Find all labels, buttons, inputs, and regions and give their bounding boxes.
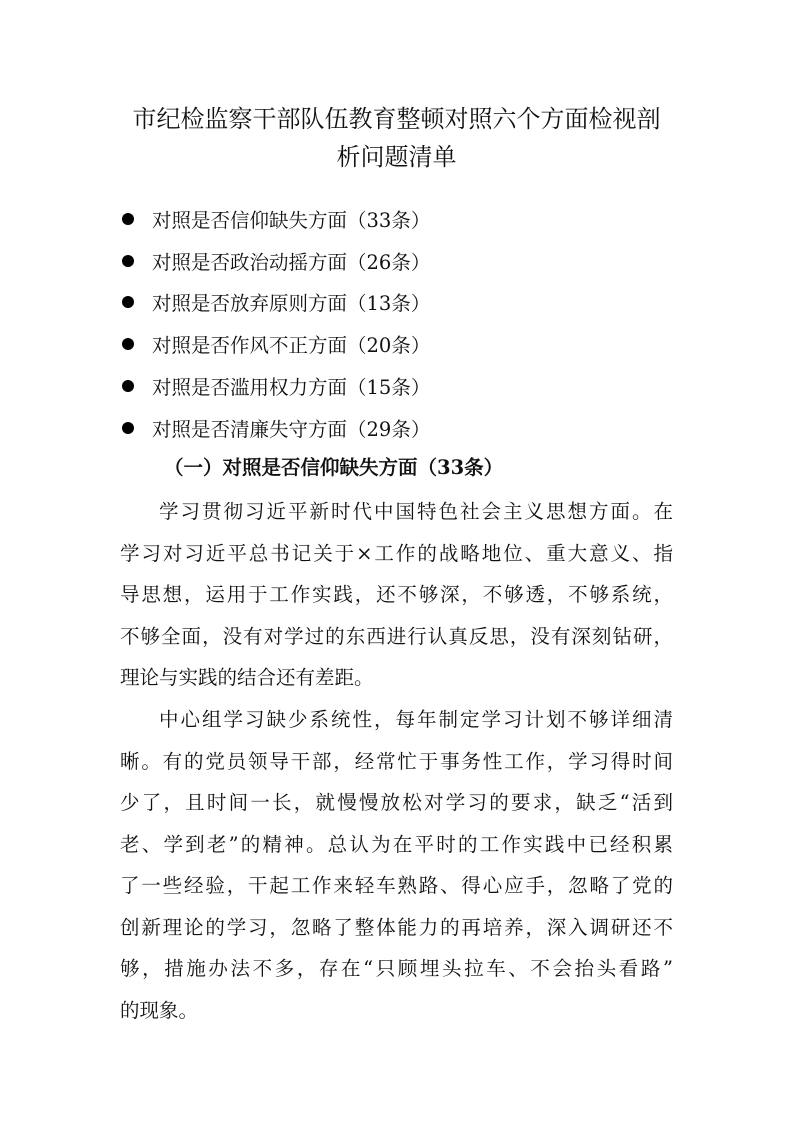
bullet-text: 对照是否滥用权力方面（15条） xyxy=(152,376,431,400)
paragraph-line: 创新理论的学习，忽略了整体能力的再培养，深入调研还不 xyxy=(120,915,673,939)
paragraph-line: 够，措施办法不多，存在“只顾埋头拉车、不会抬头看路” xyxy=(120,957,673,980)
bullet-dot-icon xyxy=(122,255,134,267)
paragraph-line: 老、学到老”的精神。总认为在平时的工作实践中已经积累 xyxy=(120,832,673,856)
paragraph-line: 学习贯彻习近平新时代中国特色社会主义思想方面。在 xyxy=(159,500,673,523)
bullet-item xyxy=(118,407,638,449)
bullet-text: 对照是否信仰缺失方面（33条） xyxy=(152,208,431,232)
bullet-item xyxy=(118,198,638,240)
document-title xyxy=(100,100,693,176)
paragraph-line: 中心组学习缺少系统性，每年制定学习计划不够详细清 xyxy=(159,708,673,731)
bullet-dot-icon xyxy=(122,338,134,350)
bullet-dot-icon xyxy=(122,213,134,225)
paragraph-line: 不够全面，没有对学过的东西进行认真反思，没有深刻钻研， xyxy=(120,624,673,648)
paragraph-line: 理论与实践的结合还有差距。 xyxy=(120,666,374,689)
paragraph-line: 晰。有的党员领导干部，经常忙于事务性工作，学习得时间 xyxy=(120,749,673,773)
bullet-item xyxy=(118,323,638,365)
title-line: 市纪检监察干部队伍教育整顿对照六个方面检视剖 xyxy=(132,105,661,133)
bullet-dot-icon xyxy=(122,380,134,392)
bullet-list xyxy=(118,198,638,449)
section-heading: （一）对照是否信仰缺失方面（33条） xyxy=(164,456,504,479)
bullet-item xyxy=(118,365,638,407)
paragraph-line: 导思想，运用于工作实践，还不够深，不够透，不够系统， xyxy=(120,583,673,606)
bullet-dot-icon xyxy=(122,296,134,308)
title-line: 析问题清单 xyxy=(336,143,457,171)
paragraph-1 xyxy=(120,491,673,699)
bullet-text: 对照是否作风不正方面（20条） xyxy=(152,334,431,358)
bullet-item xyxy=(118,282,638,324)
paragraph-line: 的现象。 xyxy=(120,998,199,1022)
paragraph-line: 了一些经验，干起工作来轻车熟路、得心应手，忽略了党的 xyxy=(120,874,673,897)
paragraph-2 xyxy=(120,699,673,1031)
bullet-dot-icon xyxy=(122,422,134,434)
bullet-text: 对照是否放弃原则方面（13条） xyxy=(152,292,431,316)
paragraph-line: 少了，且时间一长，就慢慢放松对学习的要求，缺乏“活到 xyxy=(120,791,673,814)
bullet-text: 对照是否政治动摇方面（26条） xyxy=(152,250,431,274)
paragraph-line: 学习对习近平总书记关于×工作的战略地位、重大意义、指 xyxy=(120,541,673,565)
bullet-item xyxy=(118,240,638,282)
bullet-text: 对照是否清廉失守方面（29条） xyxy=(152,417,431,441)
